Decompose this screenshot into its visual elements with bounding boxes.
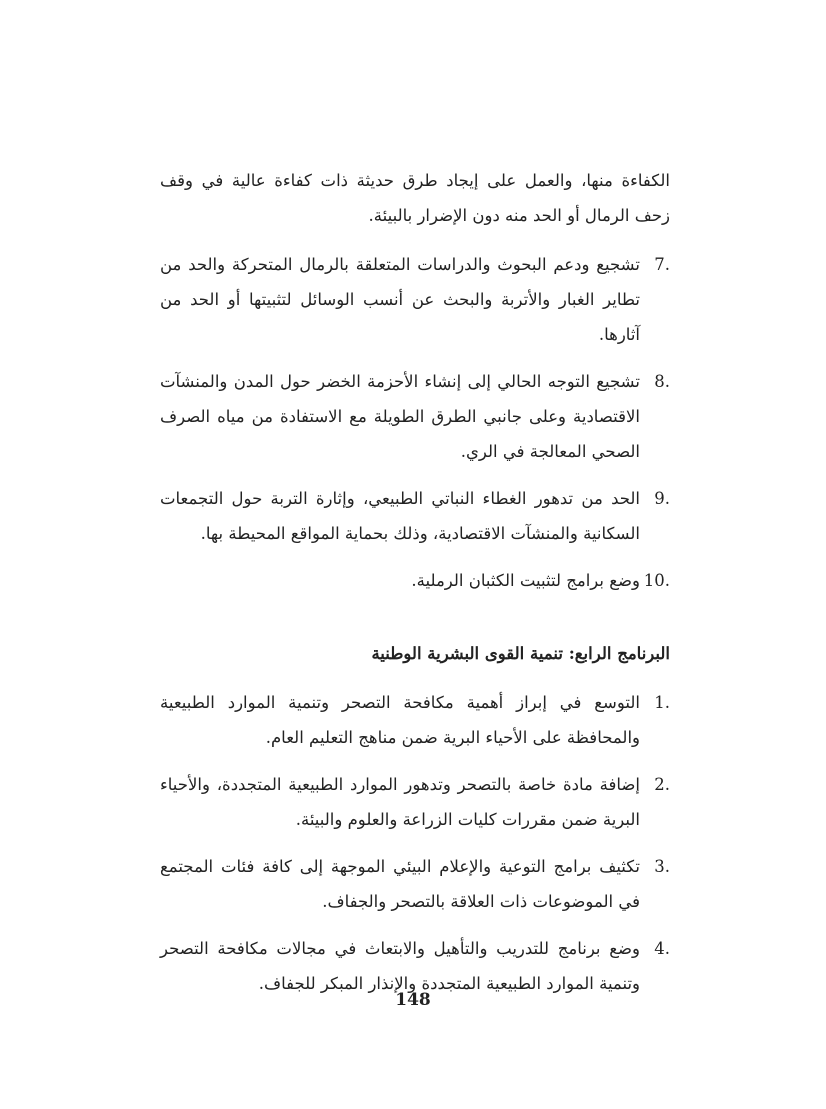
item-number: 1. <box>654 693 670 712</box>
section-heading: البرنامج الرابع: تنمية القوى البشرية الوطنية <box>371 644 670 663</box>
item-text: الحد من تدهور الغطاء النباتي الطبيعي، وإثارة التربة حول التجمعات السكانية والمنشآت الاقتصادية، وذلك بحماية المواقع المحيطة بها. <box>160 489 640 543</box>
page-number: 148 <box>395 990 431 1010</box>
list-item <box>160 685 670 755</box>
item-number: 10. <box>643 571 670 590</box>
recommendations-list-one <box>160 247 670 598</box>
list-item <box>160 247 670 352</box>
item-text: تكثيف برامج التوعية والإعلام البيئي الموجهة إلى كافة فئات المجتمع في الموضوعات ذات العلاقة بالتصحر والجفاف. <box>160 857 640 911</box>
item-number: 3. <box>654 857 670 876</box>
item-text: تشجيع التوجه الحالي إلى إنشاء الأحزمة الخضر حول المدن والمنشآت الاقتصادية وعلى جانبي الطرق الطويلة مع الاستفادة من مياه الصرف الصحي المعالجة في الري. <box>160 372 640 461</box>
item-number: 8. <box>654 372 670 391</box>
item-text: تشجيع ودعم البحوث والدراسات المتعلقة بالرمال المتحركة والحد من تطاير الغبار والأتربة والبحث عن أنسب الوسائل لتثبيتها أو الحد من آثارها. <box>160 255 640 344</box>
item-text: التوسع في إبراز أهمية مكافحة التصحر وتنمية الموارد الطبيعية والمحافظة على الأحياء البرية ضمن مناهج التعليم العام. <box>160 693 640 747</box>
item-number: 9. <box>654 489 670 508</box>
list-item <box>160 364 670 469</box>
item-number: 2. <box>654 775 670 794</box>
item-number: 7. <box>654 255 670 274</box>
intro-paragraph: الكفاءة منها، والعمل على إيجاد طرق حديثة ذات كفاءة عالية في وقف زحف الرمال أو الحد منه دون الإضرار بالبيئة. <box>160 171 670 225</box>
list-item <box>160 849 670 919</box>
item-number: 4. <box>654 939 670 958</box>
page-body <box>160 163 670 1013</box>
item-text: وضع برامج لتثبيت الكثبان الرملية. <box>411 571 640 590</box>
item-text: وضع برنامج للتدريب والتأهيل والابتعاث في مجالات مكافحة التصحر وتنمية الموارد الطبيعية المتجددة والإنذار المبكر للجفاف. <box>160 939 640 993</box>
item-text: إضافة مادة خاصة بالتصحر وتدهور الموارد الطبيعية المتجددة، والأحياء البرية ضمن مقررات كليات الزراعة والعلوم والبيئة. <box>160 775 640 829</box>
list-item <box>160 767 670 837</box>
recommendations-list-two <box>160 685 670 1001</box>
list-item <box>160 563 670 598</box>
list-item <box>160 481 670 551</box>
